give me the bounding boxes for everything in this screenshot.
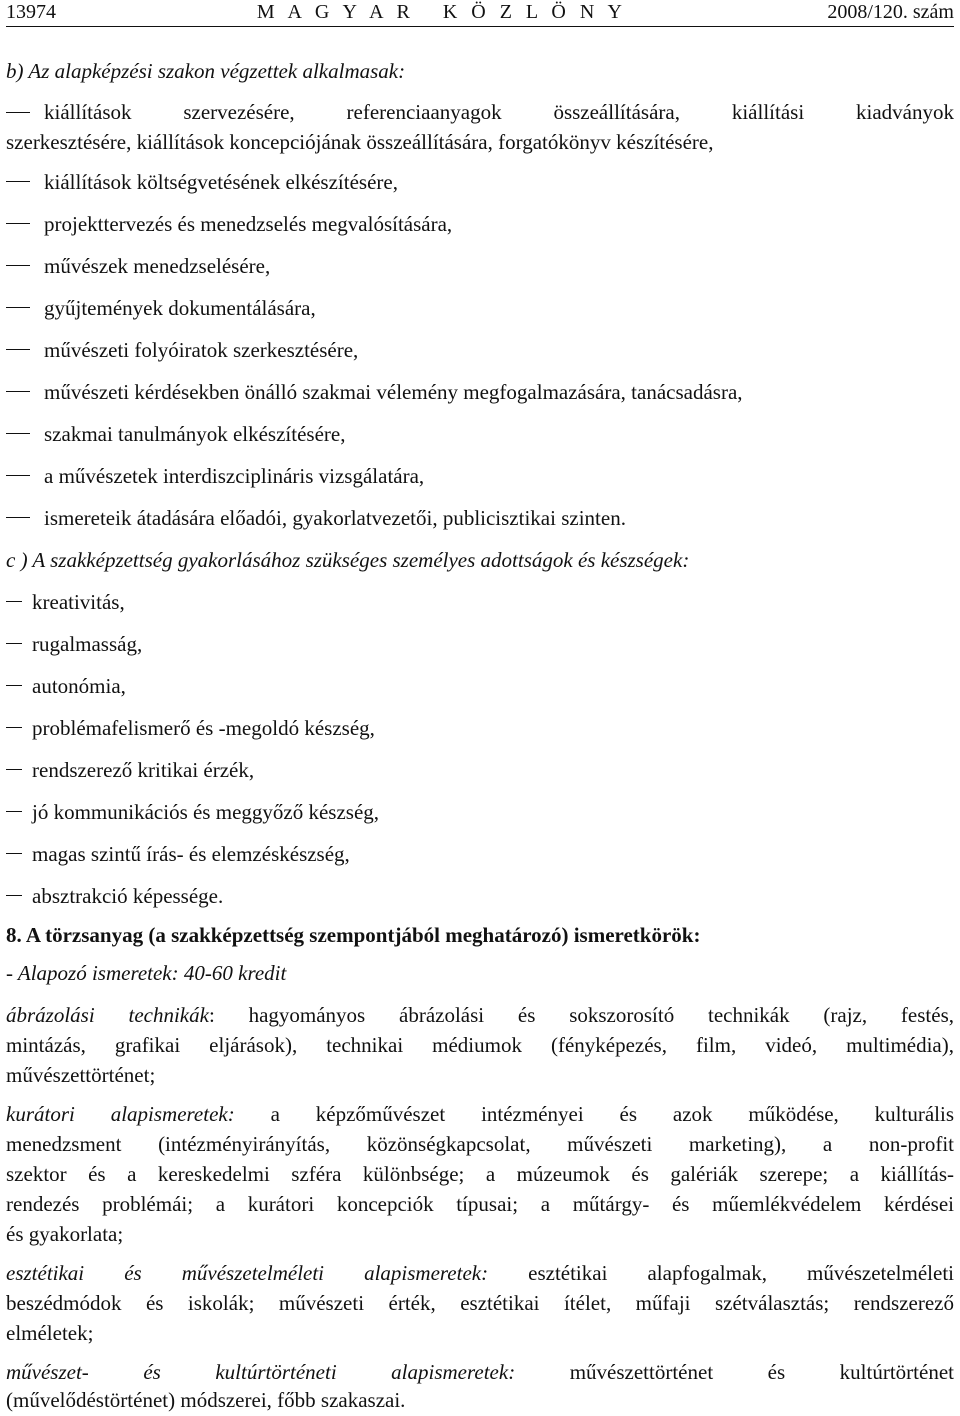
page-header bbox=[6, 0, 954, 26]
dash-bullet bbox=[6, 769, 22, 770]
dash-bullet bbox=[6, 349, 30, 350]
paragraph-line: ábrázolási technikák: hagyományos ábrázolási és sokszorosító technikák (rajz, festés, bbox=[6, 1003, 954, 1027]
paragraph-line: rendezés problémái; a kurátori koncepciók típusai; a műtárgy- és műemlékvédelem kérdései bbox=[6, 1192, 954, 1216]
list-item: kreativitás, bbox=[32, 590, 125, 614]
list-item: kiállítások költségvetésének elkészítésére, bbox=[44, 170, 398, 194]
list-item: ismereteik átadására előadói, gyakorlatvezetői, publicisztikai szinten. bbox=[44, 506, 626, 530]
section-c-heading: c ) A szakképzettség gyakorlásához szükséges személyes adottságok és készségek: bbox=[6, 548, 690, 572]
dash-bullet bbox=[6, 727, 22, 728]
dash-bullet bbox=[6, 391, 30, 392]
list-item: szakmai tanulmányok elkészítésére, bbox=[44, 422, 346, 446]
paragraph-line: beszédmódok és iskolák; művészeti érték, esztétikai ítélet, műfaji szétválasztás; rendszerező bbox=[6, 1291, 954, 1315]
list-item-continuation: szerkesztésére, kiállítások koncepciójának összeállítására, forgatókönyv készítésére, bbox=[6, 130, 714, 154]
list-item: rendszerező kritikai érzék, bbox=[32, 758, 255, 782]
dash-bullet bbox=[6, 811, 22, 812]
paragraph-line: művészettörténet; bbox=[6, 1063, 156, 1087]
paragraph-term: ábrázolási technikák bbox=[6, 1003, 209, 1027]
issue-number: 2008/120. szám bbox=[827, 1, 954, 23]
list-item: absztrakció képessége. bbox=[32, 884, 224, 908]
list-item: jó kommunikációs és meggyőző készség, bbox=[32, 800, 380, 824]
list-item: művészeti kérdésekben önálló szakmai vélemény megfogalmazására, tanácsadásra, bbox=[44, 380, 743, 404]
section-b-heading: b) Az alapképzési szakon végzettek alkalmasak: bbox=[6, 59, 406, 83]
dash-bullet bbox=[6, 517, 30, 518]
dash-bullet bbox=[6, 307, 30, 308]
dash-bullet bbox=[6, 895, 22, 896]
section-8-subheading: - Alapozó ismeretek: 40-60 kredit bbox=[6, 961, 287, 985]
dash-bullet bbox=[6, 853, 22, 854]
list-item: problémafelismerő és -megoldó készség, bbox=[32, 716, 375, 740]
paragraph-line: mintázás, grafikai eljárások), technikai médiumok (fényképezés, film, videó, multimédia), bbox=[6, 1033, 954, 1057]
dash-bullet bbox=[6, 601, 22, 602]
paragraph-line: művészet- és kultúrtörténeti alapismeretek: művészettörténet és kultúrtörténet bbox=[6, 1360, 954, 1384]
list-item: a művészetek interdiszciplináris vizsgálatára, bbox=[44, 464, 425, 488]
paragraph-line: kurátori alapismeretek: a képzőművészet intézményei és azok működése, kulturális bbox=[6, 1102, 954, 1126]
header-divider bbox=[6, 26, 954, 27]
paragraph-line: elméletek; bbox=[6, 1321, 94, 1345]
dash-bullet bbox=[6, 643, 22, 644]
list-item: művészek menedzselésére, bbox=[44, 254, 271, 278]
dash-bullet bbox=[6, 475, 30, 476]
dash-bullet bbox=[6, 181, 30, 182]
paragraph-term: kurátori alapismeretek: bbox=[6, 1102, 235, 1126]
paragraph-term: művészet- és kultúrtörténeti alapismeretek: bbox=[6, 1360, 516, 1384]
section-8-heading: 8. A törzsanyag (a szakképzettség szempontjából meghatározó) ismeretkörök: bbox=[6, 923, 701, 947]
list-item: magas szintű írás- és elemzéskészség, bbox=[32, 842, 350, 866]
dash-bullet bbox=[6, 223, 30, 224]
list-item: kiállítások szervezésére, referenciaanyagok összeállítására, kiállítási kiadványok bbox=[44, 100, 954, 124]
list-item: gyűjtemények dokumentálására, bbox=[44, 296, 316, 320]
list-item: projekttervezés és menedzselés megvalósítására, bbox=[44, 212, 453, 236]
page-number: 13974 bbox=[6, 1, 56, 23]
dash-bullet bbox=[6, 433, 30, 434]
paragraph-line: szektor és a kereskedelmi szféra különbsége; a múzeumok és galériák szerepe; a kiállítás- bbox=[6, 1162, 954, 1186]
dash-bullet bbox=[6, 685, 22, 686]
paragraph-line: esztétikai és művészetelméleti alapismeretek: esztétikai alapfogalmak, művészetelméleti bbox=[6, 1261, 954, 1285]
paragraph-line: és gyakorlata; bbox=[6, 1222, 124, 1246]
list-item: rugalmasság, bbox=[32, 632, 143, 656]
paragraph-term: esztétikai és művészetelméleti alapismeretek: bbox=[6, 1261, 489, 1285]
dash-bullet bbox=[6, 265, 30, 266]
list-item: művészeti folyóiratok szerkesztésére, bbox=[44, 338, 359, 362]
list-item: autonómia, bbox=[32, 674, 126, 698]
paragraph-line: (művelődéstörténet) módszerei, főbb szakaszai. bbox=[6, 1388, 406, 1412]
paragraph-line: menedzsment (intézményirányítás, közönségkapcsolat, művészeti marketing), a non-profit bbox=[6, 1132, 954, 1156]
dash-bullet bbox=[6, 112, 30, 113]
journal-title: M A G Y A R K Ö Z L Ö N Y bbox=[256, 1, 627, 23]
